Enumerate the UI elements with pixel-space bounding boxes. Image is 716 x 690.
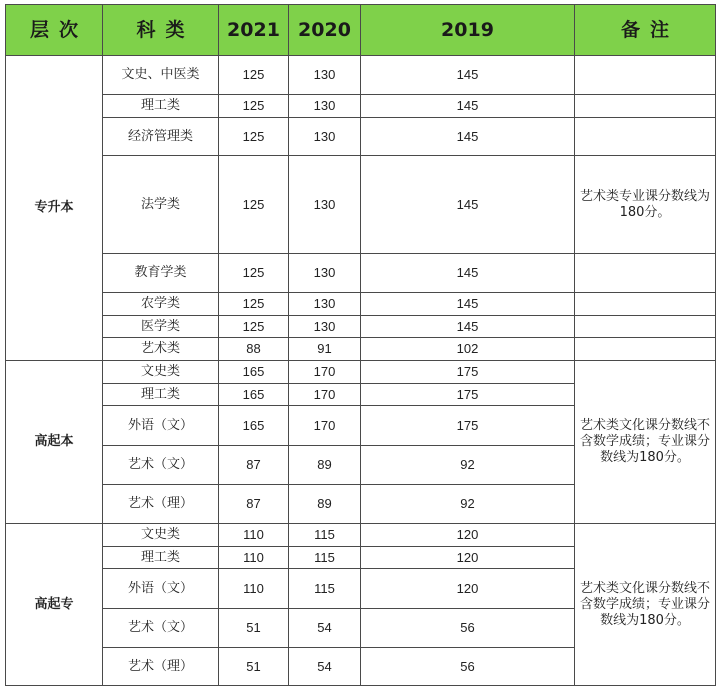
note-empty-cell [575,56,716,95]
note-empty-cell [575,118,716,156]
score-2021-cell: 125 [219,316,289,338]
table-row [6,293,716,316]
score-2021-cell: 165 [219,361,289,384]
category-cell: 艺术类 [103,338,219,361]
note-empty-cell [575,293,716,316]
note-empty-cell [575,95,716,118]
score-2020-cell: 130 [289,95,361,118]
category-cell: 艺术（理） [103,648,219,686]
note-text: 艺术类文化课分数线不含数学成绩；专业课分数线为180分。 [579,580,710,628]
score-2019-cell: 145 [361,254,575,293]
table-row [6,156,716,254]
score-2019-cell: 120 [361,547,575,569]
table-row [6,254,716,293]
category-cell: 农学类 [103,293,219,316]
header-row [6,5,716,56]
table-row [6,118,716,156]
table-row [6,56,716,95]
score-2019-cell: 56 [361,648,575,686]
note-cell [575,524,716,686]
header-category: 科类 [103,5,219,56]
note-empty-cell [575,338,716,361]
score-2019-cell: 145 [361,95,575,118]
score-2021-cell: 125 [219,118,289,156]
score-2019-cell: 92 [361,446,575,485]
score-2021-cell: 125 [219,56,289,95]
score-2019-cell: 145 [361,118,575,156]
score-2020-cell: 54 [289,609,361,648]
score-2021-cell: 110 [219,524,289,547]
score-2020-cell: 130 [289,316,361,338]
score-2020-cell: 130 [289,293,361,316]
score-2020-cell: 170 [289,406,361,446]
table-row [6,361,716,384]
note-empty-cell [575,254,716,293]
category-cell: 理工类 [103,95,219,118]
category-cell: 文史类 [103,524,219,547]
score-2020-cell: 115 [289,569,361,609]
score-2019-cell: 120 [361,569,575,609]
score-2021-cell: 88 [219,338,289,361]
score-2020-cell: 91 [289,338,361,361]
header-2020: 2020 [289,5,361,56]
category-cell: 艺术（文） [103,446,219,485]
score-2020-cell: 130 [289,118,361,156]
score-2019-cell: 145 [361,316,575,338]
note-empty-cell [575,316,716,338]
note-text: 艺术类文化课分数线不含数学成绩；专业课分数线为180分。 [579,418,710,465]
score-2019-cell: 175 [361,406,575,446]
score-2019-cell: 102 [361,338,575,361]
score-2021-cell: 125 [219,293,289,316]
table-row [6,95,716,118]
score-2021-cell: 125 [219,156,289,254]
note-cell [575,361,716,524]
category-cell: 经济管理类 [103,118,219,156]
score-2020-cell: 170 [289,361,361,384]
category-cell: 理工类 [103,547,219,569]
score-2020-cell: 89 [289,446,361,485]
score-2021-cell: 110 [219,569,289,609]
table-row [6,338,716,361]
score-2019-cell: 120 [361,524,575,547]
score-2020-cell: 115 [289,547,361,569]
category-cell: 教育学类 [103,254,219,293]
score-table [5,4,716,686]
note-cell [575,156,716,254]
header-note: 备注 [575,5,716,56]
score-2019-cell: 92 [361,485,575,524]
score-2020-cell: 89 [289,485,361,524]
score-2019-cell: 145 [361,156,575,254]
score-2021-cell: 87 [219,485,289,524]
score-2020-cell: 130 [289,56,361,95]
note-text: 艺术类专业课分数线为180分。 [579,188,710,220]
category-cell: 艺术（文） [103,609,219,648]
score-2019-cell: 145 [361,56,575,95]
score-2020-cell: 170 [289,384,361,406]
category-cell: 外语（文） [103,406,219,446]
header-level: 层次 [6,5,103,56]
score-2021-cell: 51 [219,609,289,648]
table-row [6,316,716,338]
score-2020-cell: 115 [289,524,361,547]
score-2021-cell: 165 [219,384,289,406]
score-2020-cell: 130 [289,254,361,293]
table-row [6,524,716,547]
score-2020-cell: 130 [289,156,361,254]
level-cell: 高起专 [6,524,103,686]
level-cell: 高起本 [6,361,103,524]
category-cell: 法学类 [103,156,219,254]
category-cell: 医学类 [103,316,219,338]
header-2021: 2021 [219,5,289,56]
score-2021-cell: 125 [219,95,289,118]
score-2021-cell: 125 [219,254,289,293]
score-2019-cell: 175 [361,361,575,384]
score-2021-cell: 165 [219,406,289,446]
score-2021-cell: 110 [219,547,289,569]
category-cell: 理工类 [103,384,219,406]
score-2019-cell: 145 [361,293,575,316]
score-2021-cell: 87 [219,446,289,485]
score-2019-cell: 175 [361,384,575,406]
level-cell: 专升本 [6,56,103,361]
score-2020-cell: 54 [289,648,361,686]
header-2019: 2019 [361,5,575,56]
score-2021-cell: 51 [219,648,289,686]
score-2019-cell: 56 [361,609,575,648]
category-cell: 外语（文） [103,569,219,609]
category-cell: 艺术（理） [103,485,219,524]
category-cell: 文史、中医类 [103,56,219,95]
category-cell: 文史类 [103,361,219,384]
